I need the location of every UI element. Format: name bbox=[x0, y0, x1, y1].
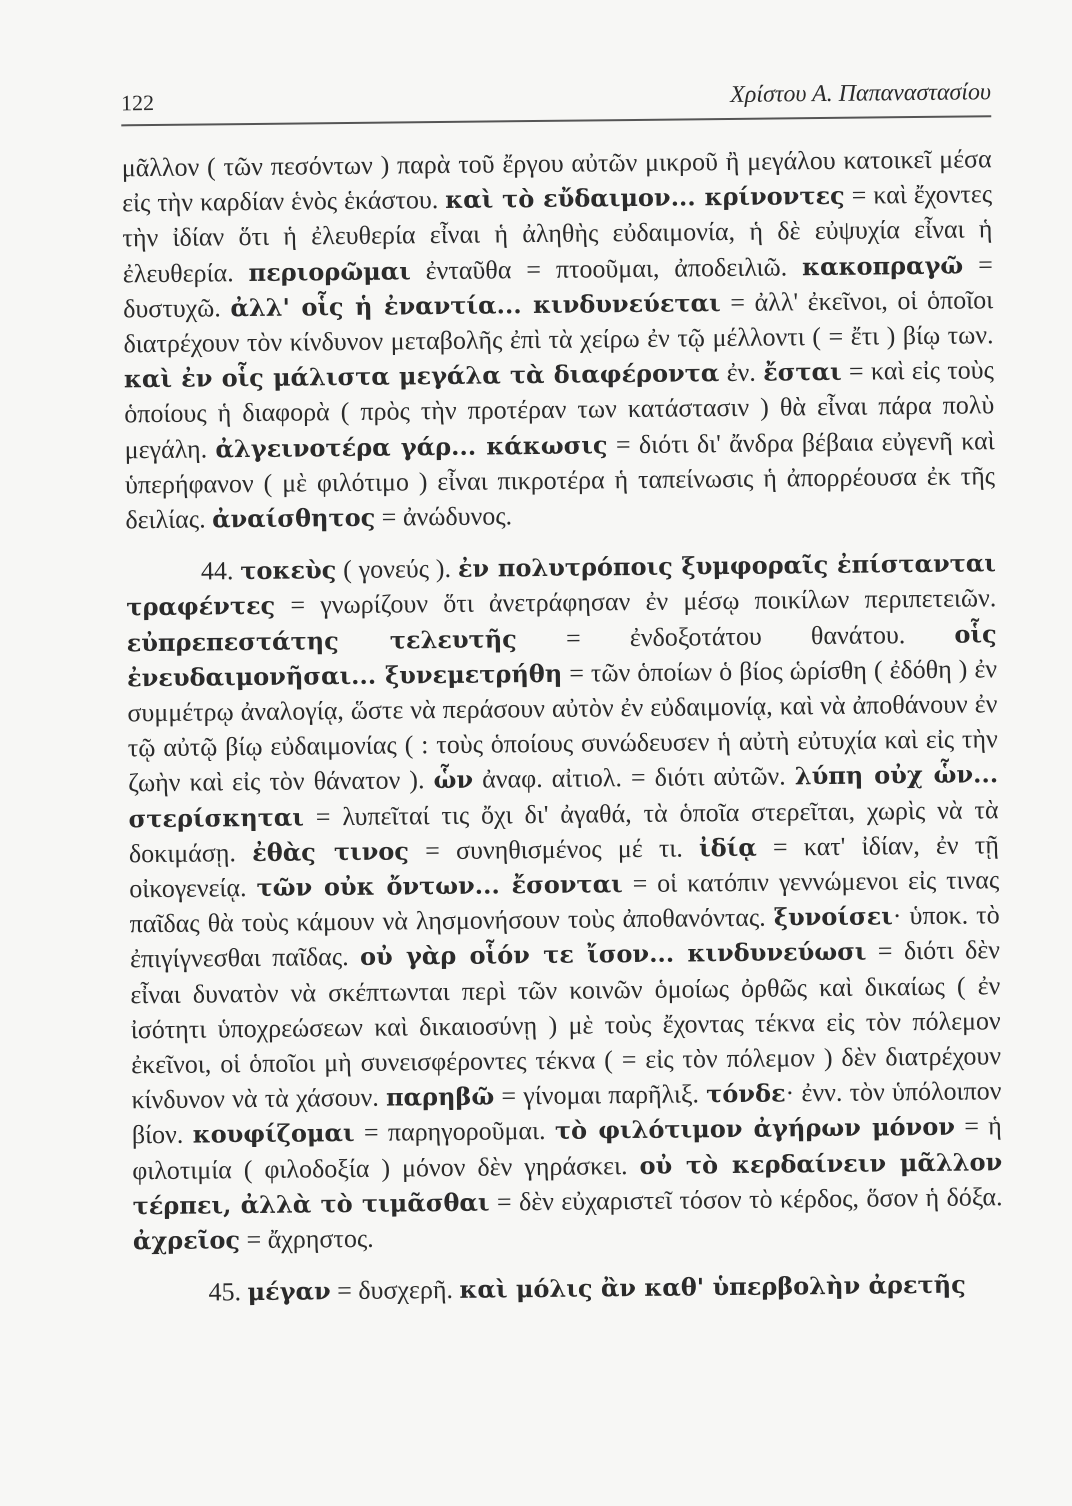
lemma-term: ἐθὰς τινος bbox=[251, 836, 410, 867]
commentary-text: ( γονεύς ). bbox=[336, 554, 459, 585]
lemma-term: ἀχρεῖος bbox=[132, 1225, 241, 1256]
commentary-text: = οἱ κατόπιν γεννώμενοι εἰς τινας παῖδας θὰ τοὺς κάμουν νὰ λησμονήσουν τοὺς ἀποθανόντας. bbox=[129, 865, 1000, 939]
commentary-text: = καὶ ἔχοντες τὴν ἰδίαν ὅτι ἡ ἐλευθερία εἶναι ἡ ἀληθὴς εὐδαιμονία, ἡ δὲ εὐψυχία εἶναι ἡ ἐλευθερία. bbox=[122, 179, 993, 288]
commentary-text: ἀναφ. αἰτιολ. = διότι αὐτῶν. bbox=[472, 761, 795, 795]
lemma-term: τοκεὺς bbox=[240, 555, 337, 586]
commentary-text: = ἀλλ' ἐκεῖνοι, οἱ ὁποῖοι διατρέχουν τὸν κίνδυνον μεταβολῆς ἐπὶ τὰ χείρω ἐν τῷ μέλλοντι ( = ἔτι ) βίῳ των. bbox=[123, 285, 994, 359]
page-number: 122 bbox=[120, 90, 155, 116]
commentary-text: · ὑποκ. τὸ ἐπιγίγνεσθαι παῖδας. bbox=[129, 900, 1000, 974]
commentary-text: = συνηθισμένος μέ τι. bbox=[408, 833, 700, 866]
body-text bbox=[122, 141, 1004, 1311]
lemma-term: τόνδε bbox=[706, 1078, 786, 1109]
lemma-term: κακοπραγῶ bbox=[801, 250, 964, 281]
lemma-term: καὶ μόλις ἂν καθ' ὑπερβολὴν ἀρετῆς bbox=[459, 1269, 966, 1305]
commentary-text: = γίνομαι παρῆλιξ. bbox=[494, 1079, 707, 1111]
commentary-text: = ἡ φιλοτιμία ( φιλοδοξία ) μόνον δὲν γηράσκει. bbox=[132, 1111, 1002, 1185]
lemma-term: ἰδίᾳ bbox=[698, 832, 757, 863]
lemma-term: εὐπρεπεστάτης τελευτῆς bbox=[126, 623, 517, 657]
commentary-text: 45. bbox=[208, 1277, 248, 1307]
lemma-term: οἷς ἐνευδαιμονῆσαι... ξυνεμετρήθη bbox=[126, 618, 997, 693]
paragraph-commentary-44 bbox=[126, 545, 1003, 1258]
commentary-text: · ἐνν. τὸν ὑπόλοιπον βίον. bbox=[131, 1076, 1002, 1150]
commentary-text: = κατ' ἰδίαν, ἐν τῇ οἰκογενείᾳ. bbox=[129, 830, 1000, 904]
commentary-text: = δυσχερῆ. bbox=[330, 1275, 460, 1306]
lemma-term: περιορῶμαι bbox=[248, 255, 411, 287]
commentary-text: = ἄχρηστος. bbox=[239, 1223, 374, 1255]
commentary-text: = παρηγοροῦμαι. bbox=[354, 1116, 556, 1148]
lemma-term: ξυνοίσει bbox=[773, 901, 893, 932]
commentary-text: = διότι δι' ἄνδρα βέβαια εὐγενῆ καὶ ὑπερήφανον ( μὲ φιλότιμο ) εἶναι πικροτέρα ἡ ταπείνωσις ἡ ἀπορρέουσα ἐκ τῆς δειλίας. bbox=[124, 425, 996, 535]
commentary-text: 44. bbox=[200, 556, 241, 586]
lemma-term: οὐ τὸ κερδαίνειν μᾶλλον τέρπει, ἀλλὰ τὸ τιμᾶσθαι bbox=[132, 1146, 1003, 1221]
commentary-text: = δὲν εὐχαριστεῖ τόσον τὸ κέρδος, ὅσον ἡ δόξα. bbox=[489, 1182, 1003, 1217]
page-header bbox=[121, 73, 991, 122]
commentary-text: ἐν. bbox=[719, 357, 764, 388]
commentary-text: = λυπεῖταί τις ὄχι δι' ἀγαθά, τὰ ὁποῖα στερεῖται, χωρὶς νὰ τὰ δοκιμάσῃ. bbox=[128, 794, 999, 869]
lemma-term: τῶν οὐκ ὄντων... ἔσονται bbox=[256, 869, 623, 903]
paragraph-commentary-43 bbox=[122, 141, 996, 537]
commentary-text: ἐνταῦθα = πτοοῦμαι, ἀποδειλιῶ. bbox=[410, 251, 803, 285]
running-head: Χρίστου Α. Παπαναστασίου bbox=[730, 79, 992, 108]
lemma-term: κουφίζομαι bbox=[192, 1118, 355, 1150]
commentary-text: = ἐνδοξοτάτου θανάτου. bbox=[516, 619, 955, 653]
lemma-term: ἀναίσθητος bbox=[211, 502, 376, 534]
lemma-term: παρηβῶ bbox=[385, 1081, 495, 1112]
commentary-text: = δυστυχῶ. bbox=[123, 249, 993, 324]
paragraph-commentary-45 bbox=[133, 1266, 1003, 1310]
lemma-term: ἀλγεινοτέρα γάρ... κάκωσις bbox=[215, 429, 608, 464]
commentary-text: = ἀνώδυνος. bbox=[375, 501, 513, 532]
lemma-term: καὶ τὸ εὔδαιμον... κρίνοντες bbox=[445, 180, 845, 215]
lemma-term: οὐ γὰρ οἷόν τε ἴσον... κινδυνεύωσι bbox=[359, 937, 867, 972]
lemma-term: τὸ φιλότιμον ἀγήρων μόνον bbox=[554, 1112, 956, 1146]
lemma-term: ἔσται bbox=[762, 357, 842, 387]
lemma-term: ἐν πολυτρόποις ξυμφοραῖς ἐπίστανται τραφέντες bbox=[126, 548, 997, 622]
commentary-text: = καὶ εἰς τοὺς ὁποίους ἡ διαφορὰ ( πρὸς τὴν προτέραν των κατάστασιν ) θὰ εἶναι πάρα πολὺ μεγάλη. bbox=[124, 355, 995, 464]
lemma-term: ἀλλ' οἷς ἡ ἐναντία... κινδυνεύεται bbox=[230, 287, 721, 323]
commentary-text: μᾶλλον ( τῶν πεσόντων ) παρὰ τοῦ ἔργου αὐτῶν μικροῦ ἢ μεγάλου κατοικεῖ μέσα εἰς τὴν καρδίαν ἑνὸς ἑκάστου. bbox=[121, 144, 992, 218]
commentary-text: = διότι δὲν εἶναι δυνατὸν νὰ σκέπτωνται περὶ τῶν κοινῶν ὁμοίως ὀρθῶς καὶ δικαίως ( ἐν ἰσότητι ὑποχρεώσεων καὶ δικαιοσύνῃ ) μὲ τοὺς ἔχοντας τέκνα εἰς τὸν πόλεμον ἐκεῖνοι, οἱ ὁποῖοι μὴ συνεισφέροντες τέκνα ( = εἰς τὸν πόλεμον ) δὲν διατρέχουν κίνδυνον νὰ τὰ χάσουν. bbox=[130, 935, 1002, 1115]
lemma-term: καὶ ἐν οἷς μάλιστα μεγάλα τὰ διαφέροντα bbox=[123, 358, 720, 394]
commentary-text: = γνωρίζουν ὅτι ἀνετράφησαν ἐν μέσῳ ποικίλων περιπετειῶν. bbox=[275, 583, 997, 621]
lemma-term: μέγαν bbox=[247, 1276, 331, 1307]
lemma-term: λύπη οὐχ ὧν... στερίσκηται bbox=[128, 759, 999, 833]
commentary-text: = τῶν ὁποίων ὁ βίος ὡρίσθη ( ἐδόθη ) ἐν συμμέτρῳ ἀναλογίᾳ, ὥστε νὰ περάσουν αὐτὸν ἐν εὐδαιμονίᾳ, καὶ νὰ ἀποθάνουν ἐν τῷ αὐτῷ βίῳ εὐδαιμονίας ( : τοὺς ὁποίους συνώδευσεν ἡ αὐτὴ εὐτυχία καὶ εἰς τὴν ζωὴν καὶ εἰς τὸν θάνατον ). bbox=[127, 654, 998, 798]
lemma-term: ὧν bbox=[433, 765, 474, 795]
